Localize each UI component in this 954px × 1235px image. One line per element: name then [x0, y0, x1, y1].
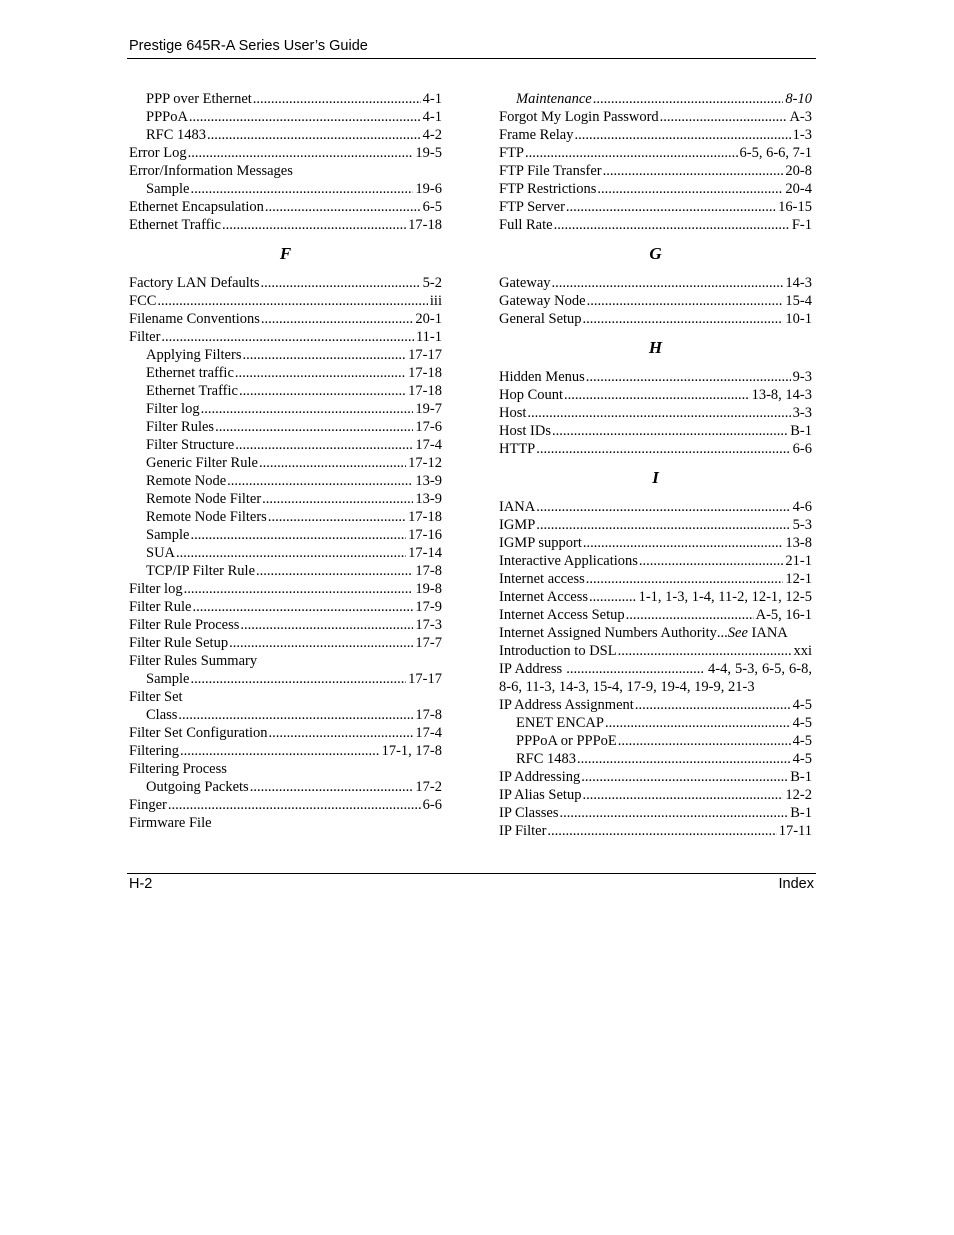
index-entry: [129, 198, 442, 216]
index-term: Generic Filter Rule: [146, 455, 258, 471]
index-entry: [499, 786, 812, 804]
index-entry: [129, 742, 442, 760]
index-pages: 17-17: [408, 347, 442, 363]
leader-dots: [660, 108, 788, 126]
index-term: Internet access: [499, 571, 585, 587]
index-pages: F-1: [791, 217, 812, 233]
index-entry: [129, 562, 442, 580]
leader-dots: [536, 498, 790, 516]
index-entry: [129, 796, 442, 814]
index-pages: 17-12: [408, 455, 442, 471]
index-term: Internet Access: [499, 589, 588, 605]
index-entry: [499, 696, 812, 714]
leader-dots: [265, 198, 421, 216]
index-term: Frame Relay: [499, 127, 574, 143]
index-entry: [129, 328, 442, 346]
index-entry: [499, 804, 812, 822]
index-pages: 17-6: [415, 419, 442, 435]
index-entry: [129, 144, 442, 162]
leader-dots: [191, 180, 414, 198]
leader-dots: [227, 472, 413, 490]
leader-dots: [554, 216, 790, 234]
index-entry: [499, 498, 812, 516]
index-term: PPPoA or PPPoE: [516, 733, 617, 749]
index-term: RFC 1483: [146, 127, 207, 143]
leader-dots: [618, 732, 791, 750]
leader-dots: [626, 606, 754, 624]
index-pages: 21-1: [785, 553, 812, 569]
leader-dots: [178, 706, 413, 724]
index-term: Filter Rule Process: [129, 617, 240, 633]
running-header: Prestige 645R-A Series User’s Guide: [129, 38, 368, 54]
index-pages: 17-18: [408, 217, 442, 233]
index-entry: [129, 436, 442, 454]
index-entry: [129, 418, 442, 436]
leader-dots: [269, 724, 414, 742]
index-entry: [499, 440, 812, 458]
leader-dots: [635, 696, 791, 714]
index-entry: [499, 768, 812, 786]
index-term: FTP Restrictions: [499, 181, 597, 197]
index-pages: 8-10: [785, 91, 812, 107]
index-term: Gateway: [499, 275, 551, 291]
index-entry: [129, 490, 442, 508]
index-pages: 4-5: [792, 697, 812, 713]
index-entry: [499, 404, 812, 422]
index-pages: 13-9: [415, 473, 442, 489]
index-entry: [129, 292, 442, 310]
index-term: Interactive Applications: [499, 553, 638, 569]
index-pages: 6-5, 6-6, 7-1: [739, 145, 812, 161]
leader-dots: [605, 714, 791, 732]
index-pages: 6-5: [422, 199, 442, 215]
index-pages: 12-1: [785, 571, 812, 587]
index-term: Introduction to DSL: [499, 643, 617, 659]
index-term: Remote Node Filters: [146, 509, 267, 525]
index-term: Hidden Menus: [499, 369, 585, 385]
leader-dots: [597, 180, 783, 198]
index-entry: [129, 670, 442, 688]
index-entry: [499, 90, 812, 108]
leader-dots: [260, 274, 420, 292]
leader-dots: [618, 642, 792, 660]
index-entry: [499, 534, 812, 552]
index-pages: A-5, 16-1: [755, 607, 812, 623]
leader-dots: [583, 310, 784, 328]
leader-dots: [261, 310, 414, 328]
index-term: Filter log: [129, 581, 183, 597]
index-entry: [499, 144, 812, 162]
leader-dots: [552, 422, 788, 440]
leader-dots: [188, 144, 414, 162]
index-entry: [129, 310, 442, 328]
index-entry: [499, 198, 812, 216]
leader-dots: [256, 562, 413, 580]
index-pages: 4-5: [792, 715, 812, 731]
index-pages: 14-3: [785, 275, 812, 291]
index-term: Gateway Node: [499, 293, 586, 309]
leader-dots: [527, 404, 790, 422]
index-term: Filter Rule: [129, 599, 192, 615]
index-term: Remote Node Filter: [146, 491, 262, 507]
index-term: FTP: [499, 145, 524, 161]
index-pages: 17-1, 17-8: [381, 743, 442, 759]
index-term: Maintenance: [516, 91, 592, 107]
index-term: HTTP: [499, 441, 536, 457]
index-heading: Filter Rules Summary: [129, 653, 258, 669]
index-section-letter: G: [649, 244, 662, 263]
leader-dots: [547, 822, 776, 840]
leader-dots: [603, 162, 784, 180]
index-term: Forgot My Login Password: [499, 109, 659, 125]
index-pages: 17-18: [408, 509, 442, 525]
header-rule: [127, 58, 816, 59]
index-entry: [129, 90, 442, 108]
index-pages: 17-8: [415, 563, 442, 579]
index-entry: [129, 180, 442, 198]
leader-dots: [566, 198, 776, 216]
index-pages: 17-14: [408, 545, 442, 561]
index-term: Ethernet traffic: [146, 365, 234, 381]
leader-dots: [582, 786, 783, 804]
leader-dots: [180, 742, 380, 760]
leader-dots: [240, 616, 413, 634]
leader-dots: [525, 144, 738, 162]
index-pages: 17-4: [415, 437, 442, 453]
index-pages: 20-8: [785, 163, 812, 179]
index-entry: [499, 108, 812, 126]
index-section-letter: F: [279, 244, 292, 263]
index-entry: [129, 274, 442, 292]
index-term: Class: [146, 707, 178, 723]
index-term: Factory LAN Defaults: [129, 275, 260, 291]
leader-dots: [222, 216, 406, 234]
index-term: Ethernet Traffic: [129, 217, 221, 233]
index-entry: [129, 778, 442, 796]
index-entry: [499, 274, 812, 292]
index-entry-see: [499, 624, 812, 642]
index-entry: [499, 552, 812, 570]
index-pages: 13-9: [415, 491, 442, 507]
index-entry: [129, 634, 442, 652]
leader-dots: [593, 90, 784, 108]
index-pages: A-3: [789, 109, 812, 125]
index-pages: iii: [429, 293, 442, 309]
index-pages: 17-18: [408, 365, 442, 381]
index-term: Internet Access Setup: [499, 607, 625, 623]
index-entry: [129, 400, 442, 418]
index-pages: 4-1: [422, 109, 442, 125]
index-term: FTP File Transfer: [499, 163, 602, 179]
index-pages: B-1: [790, 423, 812, 439]
index-entry: [129, 526, 442, 544]
index-pages: 1-1, 1-3, 1-4, 11-2, 12-1, 12-5: [638, 589, 812, 605]
index-entry: [129, 108, 442, 126]
index-term: IANA: [499, 499, 536, 515]
index-pages: 17-3: [415, 617, 442, 633]
leader-dots: [536, 516, 790, 534]
index-pages: 11-1: [415, 329, 442, 345]
index-pages: 20-1: [415, 311, 442, 327]
index-term: Sample: [146, 527, 190, 543]
index-term: Outgoing Packets: [146, 779, 249, 795]
index-pages: 3-3: [792, 405, 812, 421]
index-entry: [499, 310, 812, 328]
index-term: FTP Server: [499, 199, 565, 215]
index-entry: [499, 422, 812, 440]
index-pages: 20-4: [785, 181, 812, 197]
index-entry: [499, 368, 812, 386]
index-section-letter: I: [652, 468, 659, 487]
index-term: TCP/IP Filter Rule: [146, 563, 256, 579]
index-pages: 17-7: [415, 635, 442, 651]
index-entry: [499, 180, 812, 198]
index-entry: [499, 570, 812, 588]
index-term: Filter: [129, 329, 161, 345]
index-entry: [129, 364, 442, 382]
leader-dots: [552, 274, 784, 292]
index-section-letter: H: [648, 338, 663, 357]
leader-dots: [253, 90, 421, 108]
leader-dots: [577, 750, 791, 768]
leader-dots: [189, 108, 421, 126]
index-pages: 6-6: [422, 797, 442, 813]
index-entry: [129, 508, 442, 526]
leader-dots: [259, 454, 406, 472]
index-term: Filter Set Configuration: [129, 725, 268, 741]
index-pages: 17-4: [415, 725, 442, 741]
index-entry: [129, 616, 442, 634]
index-entry: [129, 580, 442, 598]
leader-dots: [586, 570, 784, 588]
index-pages: 9-3: [792, 369, 812, 385]
index-term: Filter Rule Setup: [129, 635, 229, 651]
index-pages: 17-16: [408, 527, 442, 543]
index-term: Remote Node: [146, 473, 227, 489]
index-term: Filter log: [146, 401, 200, 417]
index-entry: [499, 732, 812, 750]
index-pages: 13-8: [785, 535, 812, 551]
index-entry: [129, 126, 442, 144]
index-entry: [129, 544, 442, 562]
index-pages: B-1: [790, 805, 812, 821]
index-pages: xxi: [793, 643, 812, 659]
leader-dots: [575, 126, 791, 144]
leader-dots: [161, 328, 414, 346]
leader-dots: [639, 552, 783, 570]
index-pages: 19-5: [415, 145, 442, 161]
leader-dots: [229, 634, 413, 652]
index-term: Full Rate: [499, 217, 553, 233]
index-pages: 12-2: [785, 787, 812, 803]
index-term: Host: [499, 405, 527, 421]
index-term: Filter Structure: [146, 437, 235, 453]
index-column-right: [499, 90, 812, 840]
index-heading: Filter Set: [129, 689, 183, 705]
index-pages: 4-6: [792, 499, 812, 515]
index-term: Error Log: [129, 145, 187, 161]
leader-dots: [192, 598, 413, 616]
index-pages: 4-5: [792, 751, 812, 767]
leader-dots: [587, 292, 784, 310]
section-name: Index: [778, 876, 814, 892]
index-entry: [129, 346, 442, 364]
leader-dots: [536, 440, 790, 458]
index-entry: [499, 216, 812, 234]
leader-dots: [235, 364, 406, 382]
leader-dots: [564, 386, 750, 404]
index-term: Sample: [146, 181, 190, 197]
index-entry: [499, 606, 812, 624]
index-term: IGMP support: [499, 535, 582, 551]
index-term: SUA: [146, 545, 176, 561]
index-term: Sample: [146, 671, 190, 687]
footer-rule: [127, 873, 816, 874]
index-term: PPP over Ethernet: [146, 91, 252, 107]
index-term: IP Address Assignment: [499, 697, 634, 713]
index-entry: [499, 162, 812, 180]
index-entry: [499, 750, 812, 768]
see-target: IANA: [751, 625, 788, 641]
index-pages: 15-4: [785, 293, 812, 309]
index-term: Ethernet Encapsulation: [129, 199, 264, 215]
index-pages: 4-1: [422, 91, 442, 107]
index-term: Finger: [129, 797, 167, 813]
index-entry: [129, 216, 442, 234]
index-heading: Firmware File: [129, 815, 212, 831]
leader-dots: ...: [716, 625, 728, 641]
leader-dots: [250, 778, 414, 796]
index-entry: [499, 642, 812, 660]
leader-dots: [589, 588, 637, 606]
leader-dots: [581, 768, 788, 786]
index-term: IGMP: [499, 517, 536, 533]
leader-dots: [207, 126, 421, 144]
index-pages: 13-8, 14-3: [751, 387, 812, 403]
index-term: ENET ENCAP: [516, 715, 604, 731]
index-term: IP Classes: [499, 805, 559, 821]
index-entry: [129, 724, 442, 742]
index-term: General Setup: [499, 311, 582, 327]
index-pages: 17-11: [778, 823, 812, 839]
index-term: Filename Conventions: [129, 311, 260, 327]
index-pages: 6-6: [792, 441, 812, 457]
leader-dots: [215, 418, 413, 436]
leader-dots: [583, 534, 784, 552]
index-pages: 17-2: [415, 779, 442, 795]
index-term: Host IDs: [499, 423, 551, 439]
index-entry: [499, 822, 812, 840]
index-pages: 19-6: [415, 181, 442, 197]
index-entry: [499, 714, 812, 732]
index-entry: [499, 292, 812, 310]
leader-dots: [559, 804, 788, 822]
index-term: IP Addressing: [499, 769, 581, 785]
leader-dots: [235, 436, 413, 454]
index-term: Applying Filters: [146, 347, 242, 363]
index-pages: 1-3: [792, 127, 812, 143]
index-term: Internet Assigned Numbers Authority: [499, 625, 717, 641]
index-pages: 4-2: [422, 127, 442, 143]
index-term: Filtering: [129, 743, 179, 759]
leader-dots: [268, 508, 406, 526]
leader-dots: [184, 580, 414, 598]
index-entry: [499, 588, 812, 606]
leader-dots: [168, 796, 421, 814]
index-pages: B-1: [790, 769, 812, 785]
index-term: Filter Rules: [146, 419, 215, 435]
index-column-left: [129, 90, 442, 832]
index-entry: [499, 386, 812, 404]
index-term: IP Alias Setup: [499, 787, 582, 803]
index-term: FCC: [129, 293, 157, 309]
index-term: Ethernet Traffic: [146, 383, 238, 399]
leader-dots: [191, 526, 407, 544]
leader-dots: [242, 346, 406, 364]
leader-dots: [586, 368, 791, 386]
index-pages: 5-3: [792, 517, 812, 533]
leader-dots: [191, 670, 407, 688]
index-pages: 16-15: [778, 199, 812, 215]
leader-dots: [201, 400, 414, 418]
index-entry: [129, 706, 442, 724]
index-entry-wrapped: IP Address ...................................... 4-4, 5-3, 6-5, 6-8, 8-6, 11-3, 14-3, 15-4, 17-9, 19-4, 19-9, 21-3: [499, 661, 812, 695]
index-pages: 19-7: [415, 401, 442, 417]
index-term: RFC 1483: [516, 751, 577, 767]
index-pages: 17-9: [415, 599, 442, 615]
see-label: See: [727, 625, 748, 641]
index-pages: 10-1: [785, 311, 812, 327]
index-pages: 17-8: [415, 707, 442, 723]
index-entry: [129, 598, 442, 616]
index-entry: [499, 516, 812, 534]
index-pages: 17-18: [408, 383, 442, 399]
leader-dots: [176, 544, 406, 562]
index-entry: [129, 382, 442, 400]
index-entry: [129, 472, 442, 490]
index-entry: [499, 126, 812, 144]
index-entry: [129, 454, 442, 472]
index-term: IP Filter: [499, 823, 547, 839]
index-pages: 19-8: [415, 581, 442, 597]
index-heading: Error/Information Messages: [129, 163, 293, 179]
index-term: PPPoA: [146, 109, 188, 125]
index-heading: Filtering Process: [129, 761, 227, 777]
leader-dots: [157, 292, 427, 310]
index-pages: 17-17: [408, 671, 442, 687]
leader-dots: [262, 490, 413, 508]
index-term: Hop Count: [499, 387, 564, 403]
leader-dots: [239, 382, 406, 400]
page-number: H-2: [129, 876, 153, 892]
index-pages: 5-2: [422, 275, 442, 291]
index-pages: 4-5: [792, 733, 812, 749]
